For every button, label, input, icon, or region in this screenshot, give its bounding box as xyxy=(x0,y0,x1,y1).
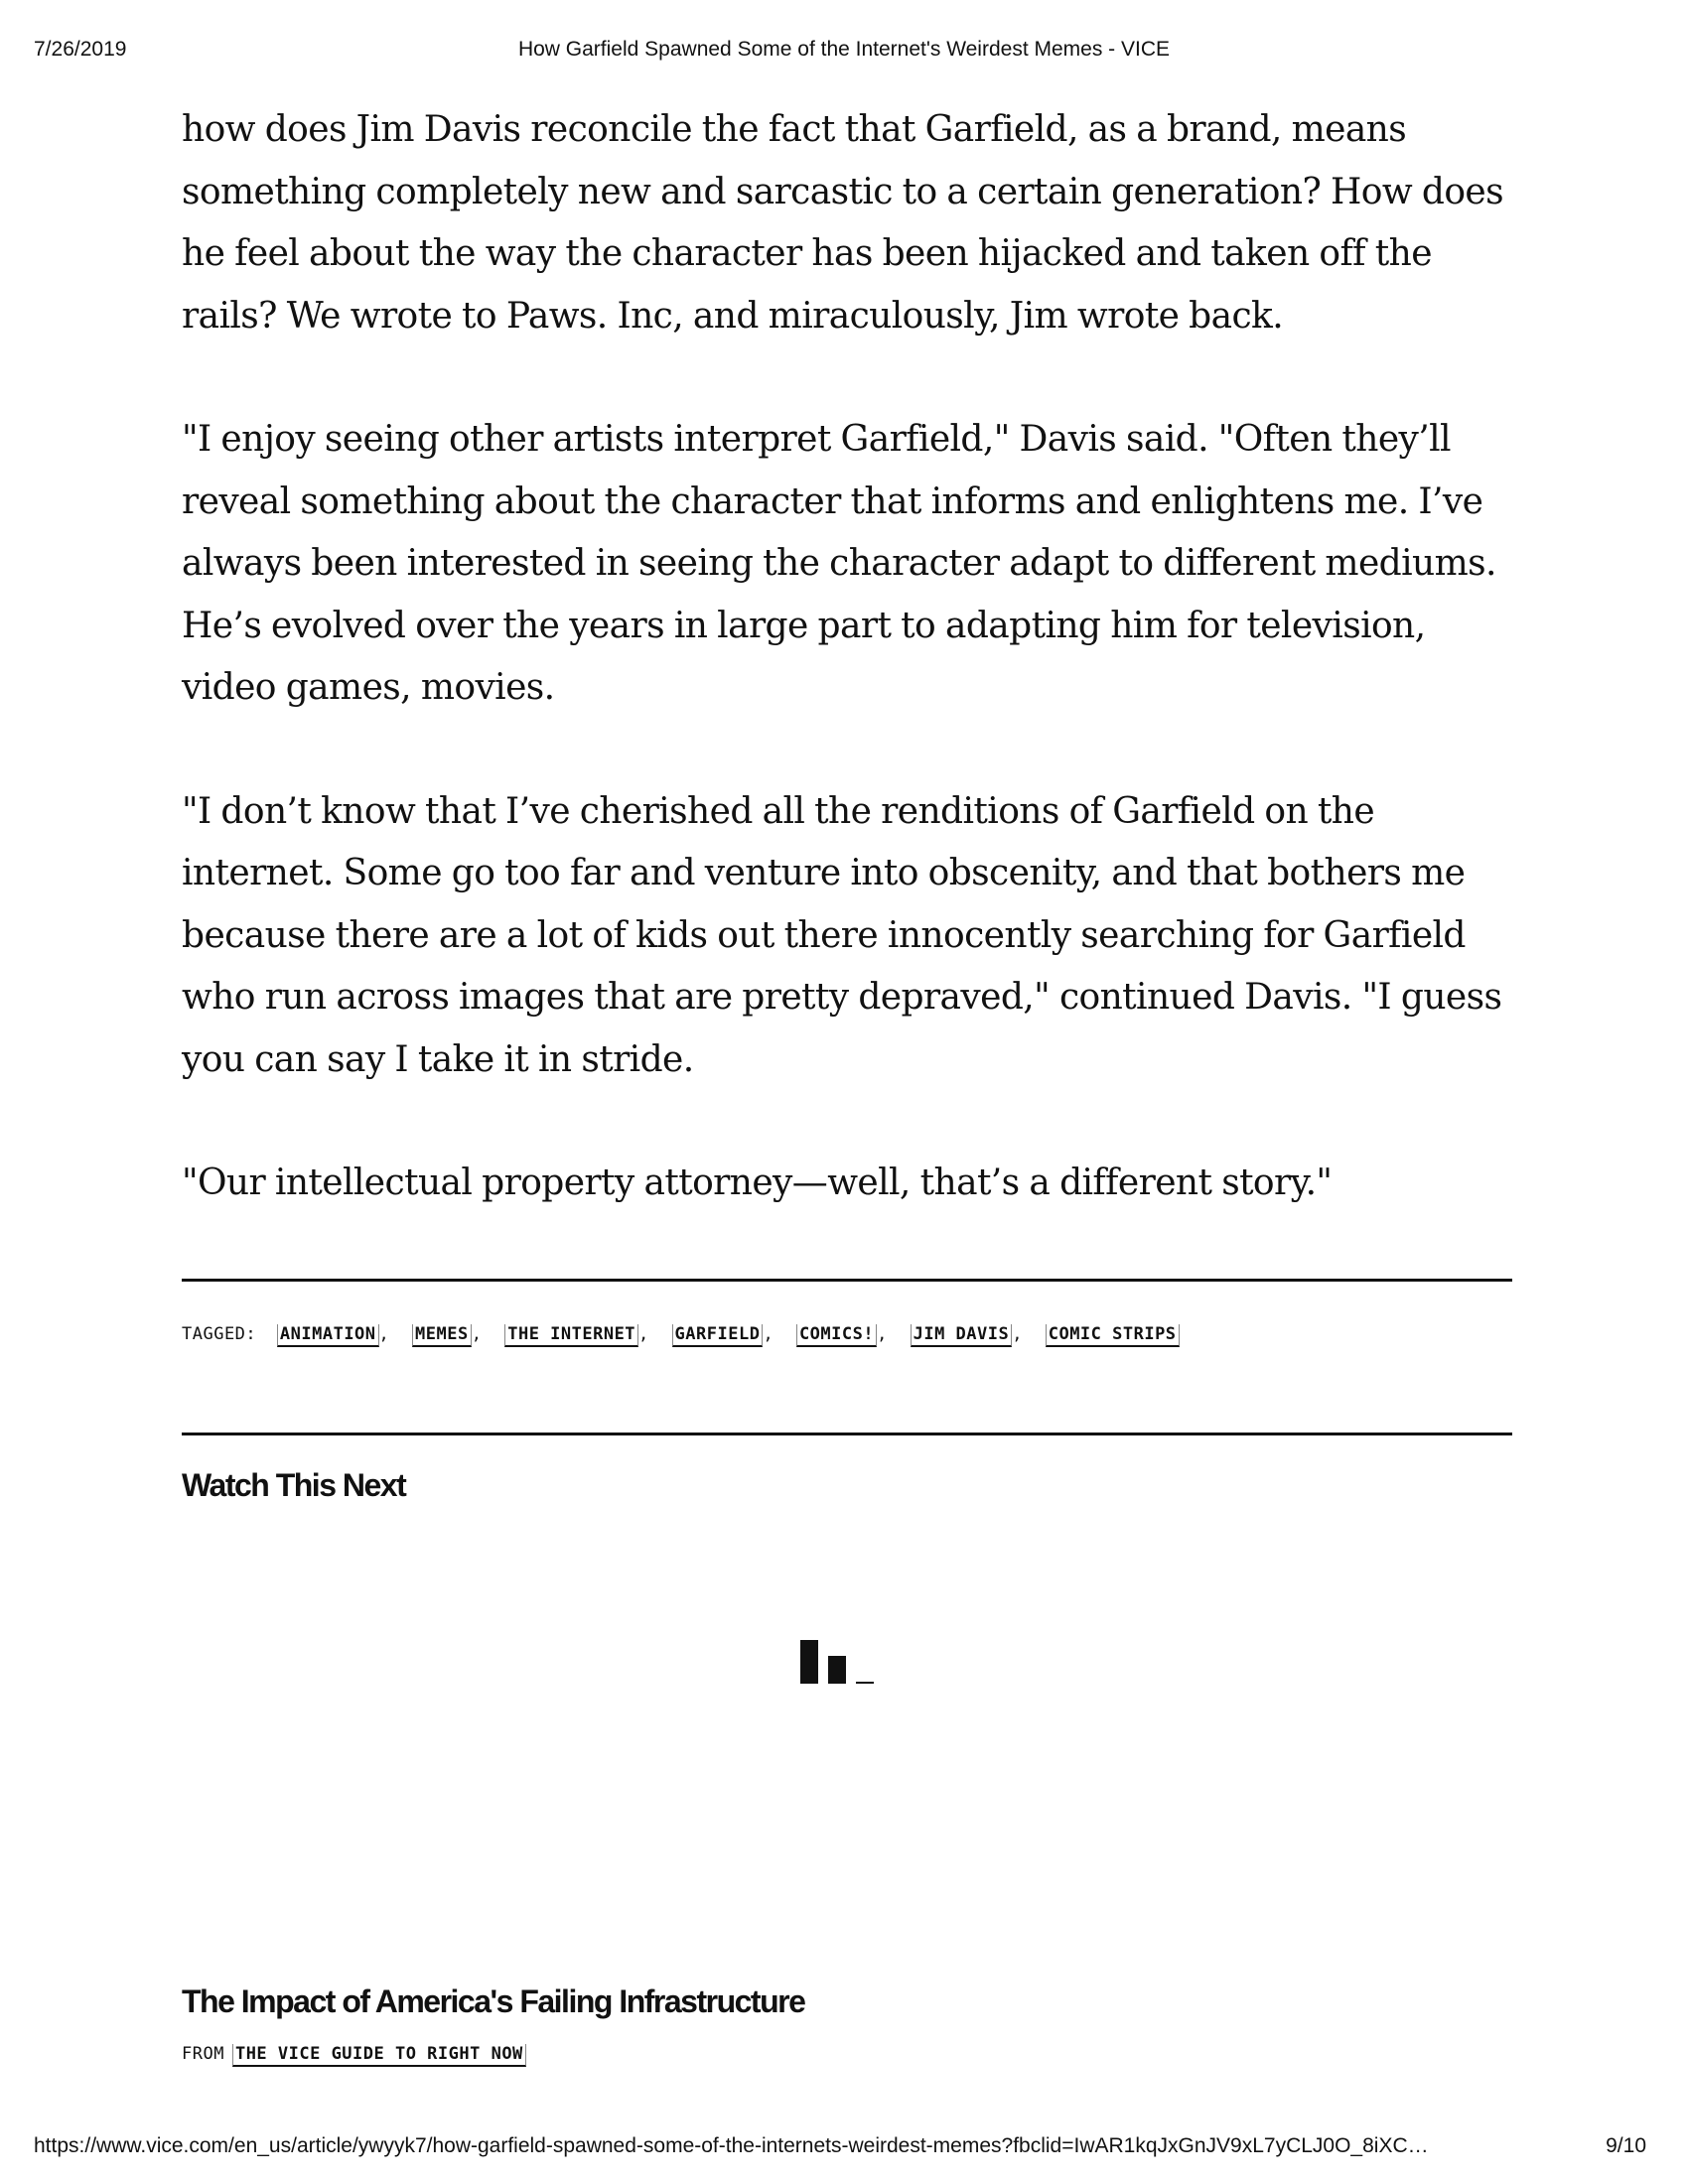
tag-list xyxy=(182,1324,1180,1344)
article-paragraph: "I enjoy seeing other artists interpret Garfield," Davis said. "Often they’ll reveal something about the character that informs and enlightens me. I’ve always been interested in seeing the character adapt to different mediums. He’s evolved over the years in large part to adapting him for television, video games, movies. xyxy=(182,419,1496,708)
tag-separator: , xyxy=(638,1324,649,1344)
article-body xyxy=(182,99,1512,1277)
print-url: https://www.vice.com/en_us/article/ywyyk7/how-garfield-spawned-some-of-the-internets-weirdest-memes?fbclid=IwAR1kqJxGnJV9xL7yCLJ0O_8iXC… xyxy=(34,2134,1429,2157)
tag-link-jim-davis[interactable]: JIM DAVIS xyxy=(911,1324,1013,1347)
video-title[interactable]: The Impact of America's Failing Infrastructure xyxy=(182,1983,805,2019)
tag-separator: , xyxy=(763,1324,774,1344)
tag-separator: , xyxy=(471,1324,483,1344)
print-footer xyxy=(34,2134,1654,2164)
from-label: FROM xyxy=(182,2044,224,2064)
tag-link-memes[interactable]: MEMES xyxy=(412,1324,472,1347)
tagged-label: TAGGED: xyxy=(182,1324,257,1344)
video-player[interactable] xyxy=(182,1529,1512,1966)
video-source xyxy=(182,2044,526,2064)
loader-bar xyxy=(828,1656,846,1684)
divider xyxy=(182,1279,1512,1282)
tag-link-garfield[interactable]: GARFIELD xyxy=(672,1324,764,1347)
article-paragraph: how does Jim Davis reconcile the fact that Garfield, as a brand, means something completely new and sarcastic to a certain generation? How does he feel about the way the character has been hijacked and taken off the rails? We wrote to Paws. Inc, and miraculously, Jim wrote back. xyxy=(182,109,1504,337)
tag-link-animation[interactable]: ANIMATION xyxy=(277,1324,379,1347)
article-paragraph: "Our intellectual property attorney—well, that’s a different story." xyxy=(182,1162,1333,1203)
loader-bar xyxy=(800,1640,818,1684)
tag-link-comic-strips[interactable]: COMIC STRIPS xyxy=(1046,1324,1180,1347)
tag-link-the-internet[interactable]: THE INTERNET xyxy=(504,1324,638,1347)
page-number: 9/10 xyxy=(1606,2134,1646,2157)
tag-separator: , xyxy=(378,1324,390,1344)
tag-separator: , xyxy=(1012,1324,1023,1344)
divider xyxy=(182,1433,1512,1435)
loader-bar xyxy=(856,1682,874,1684)
tag-separator: , xyxy=(877,1324,888,1344)
article-paragraph: "I don’t know that I’ve cherished all the renditions of Garfield on the internet. Some go too far and venture into obscenity, and that bothers me because there are a lot of kids out there innocently searching for Garfield who run across images that are pretty depraved," continued Davis. "I guess you can say I take it in stride. xyxy=(182,790,1502,1080)
print-page-title: How Garfield Spawned Some of the Internet's Weirdest Memes - VICE xyxy=(517,38,1171,61)
tag-link-comics[interactable]: COMICS! xyxy=(796,1324,877,1347)
watch-next-heading: Watch This Next xyxy=(182,1467,406,1503)
print-header xyxy=(34,38,1654,68)
loading-icon xyxy=(800,1640,900,1690)
print-date: 7/26/2019 xyxy=(34,38,127,61)
show-link[interactable]: THE VICE GUIDE TO RIGHT NOW xyxy=(232,2044,526,2067)
